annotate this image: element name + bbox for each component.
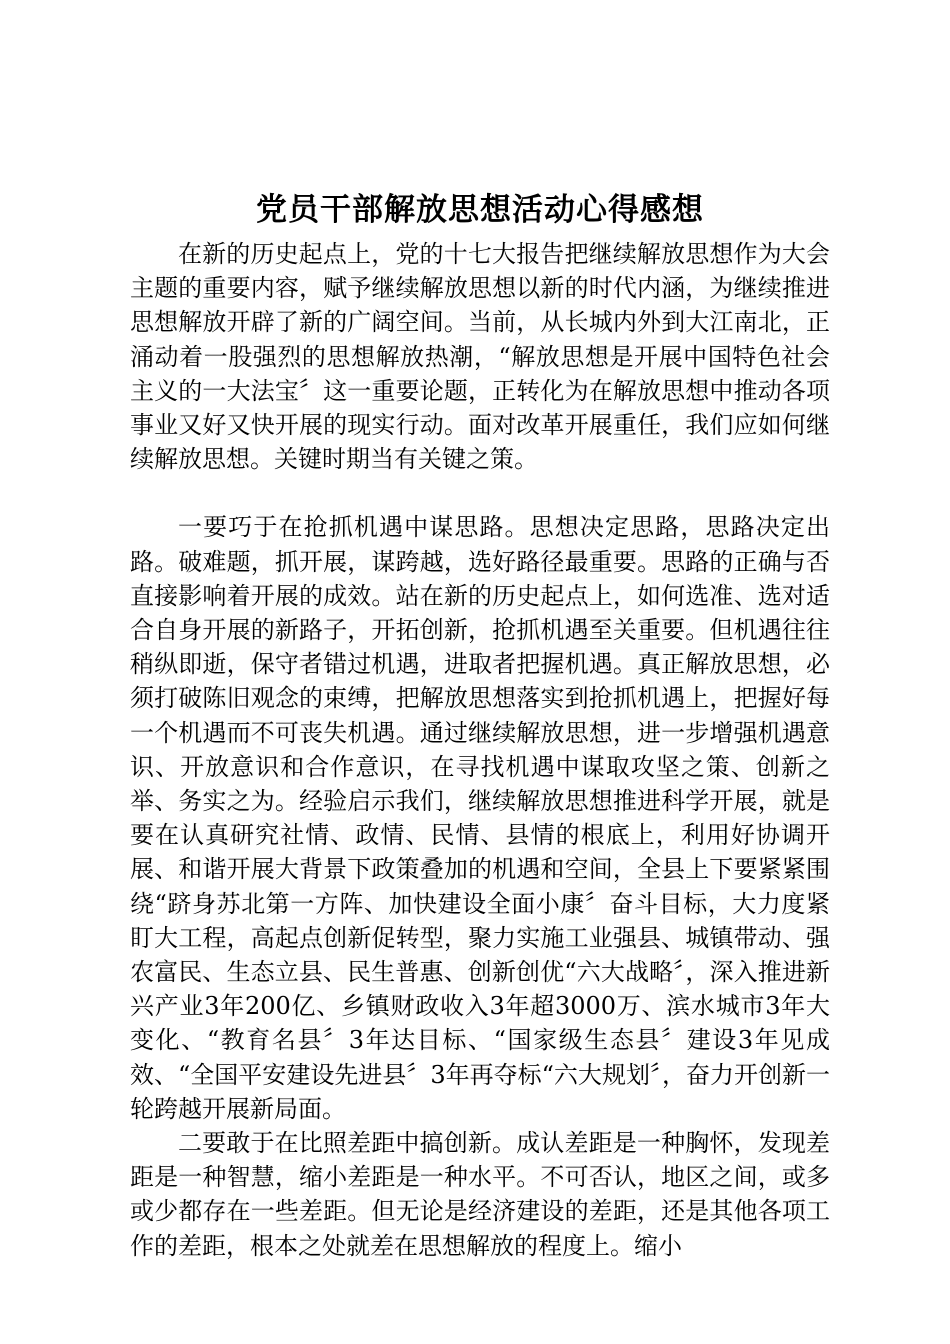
paragraph-opportunity: 一要巧于在抢抓机遇中谋思路。思想决定思路，思路决定出路。破难题，抓开展，谋跨越，选好路径最重要。思路的正确与否直接影响着开展的成效。站在新的历史起点上，如何选准、选对适合自身开展的新路子，开拓创新，抢抓机遇至关重要。但机遇往往稍纵即逝，保守者错过机遇，进取者把握机遇。真正解放思想，必须打破陈旧观念的束缚，把解放思想落实到抢抓机遇上，把握好每一个机遇而不可丧失机遇。通过继续解放思想，进一步增强机遇意识、开放意识和合作意识，在寻找机遇中谋取攻坚之策、创新之举、务实之为。经验启示我们，继续解放思想推进科学开展，就是要在认真研究社情、政情、民情、县情的根底上，利用好协调开展、和谐开展大背景下政策叠加的机遇和空间，全县上下要紧紧围绕“跻身苏北第一方阵、加快建设全面小康〞奋斗目标，大力度紧盯大工程，高起点创新促转型，聚力实施工业强县、城镇带动、强农富民、生态立县、民生普惠、创新创优“六大战略〞，深入推进新兴产业3年200亿、乡镇财政收入3年超3000万、滨水城市3年大变化、“教育名县〞3年达目标、“国家级生态县〞建设3年见成效、“全国平安建设先进县〞3年再夺标“六大规划〞，奋力开创新一轮跨越开展新局面。 — [130, 513, 830, 1123]
document-title: 党员干部解放思想活动心得感想 — [256, 192, 704, 228]
document-page — [130, 185, 830, 1263]
paragraph-intro: 在新的历史起点上，党的十七大报告把继续解放思想作为大会主题的重要内容，赋予继续解放思想以新的时代内涵，为继续推进思想解放开辟了新的广阔空间。当前，从长城内外到大江南北，正涌动着一股强烈的思想解放热潮，“解放思想是开展中国特色社会主义的一大法宝〞这一重要论题，正转化为在解放思想中推动各项事业又好又快开展的现实行动。面对改革开展重任，我们应如何继续解放思想。关键时期当有关键之策。 — [130, 240, 830, 474]
paragraph-gap: 二要敢于在比照差距中搞创新。成认差距是一种胸怀，发现差距是一种智慧，缩小差距是一种水平。不可否认，地区之间，或多或少都存在一些差距。但无论是经济建设的差距，还是其他各项工作的差距，根本之处就差在思想解放的程度上。缩小 — [130, 1129, 830, 1260]
paragraph-spacer — [130, 476, 830, 510]
